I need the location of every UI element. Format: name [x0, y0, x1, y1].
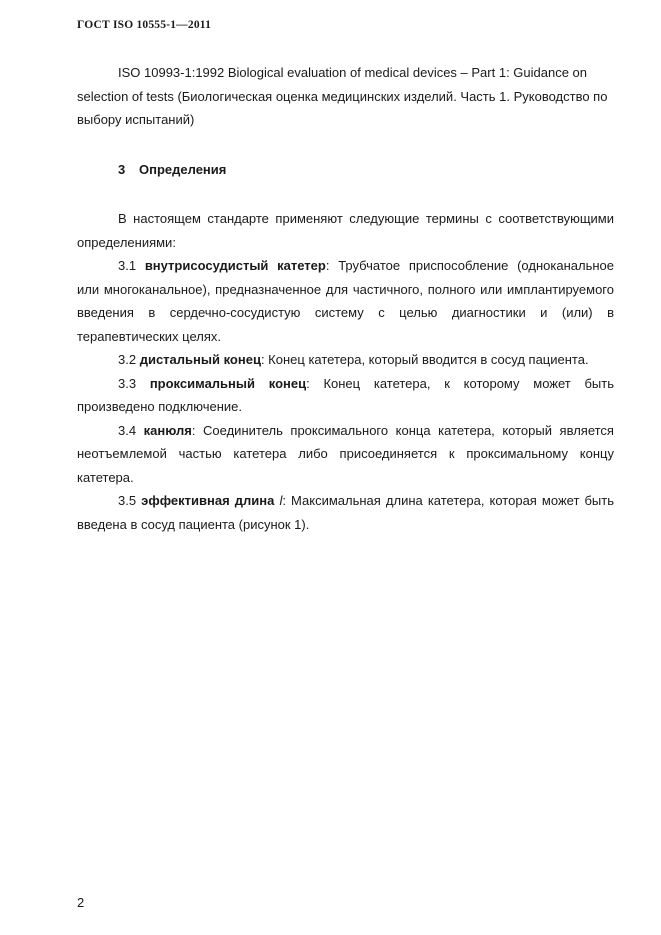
section-number: 3	[118, 161, 126, 177]
definition-text: Максимальная длина катетера, которая может быть введена в сосуд пациента (рисунок 1).	[77, 493, 614, 532]
page-body	[77, 61, 614, 536]
definition-term: эффективная длина	[141, 493, 275, 508]
section-title: Определения	[139, 161, 227, 177]
definition-text: Трубчатое приспособление (одноканальное или многоканальное), предназначенное для частичного, полного или имплантируемого введения в сердечно-сосудистую систему с целью диагностики и (или) в терапевтических целях.	[77, 258, 614, 344]
definition-item: 3.5 эффективная длина l: Максимальная длина катетера, которая может быть введена в сосуд пациента (рисунок 1).	[77, 493, 614, 532]
page-number: 2	[77, 895, 85, 910]
definition-item: 3.3 проксимальный конец: Конец катетера, к которому может быть произведено подключение.	[77, 375, 614, 414]
definition-term: внутрисосудистый катетер	[144, 258, 326, 273]
definition-symbol: l	[279, 493, 283, 508]
definition-number: 3.2	[118, 352, 137, 367]
section-intro: В настоящем стандарте применяют следующие термины с соответствующими определениями:	[77, 211, 614, 250]
definition-term: канюля	[143, 422, 192, 438]
definition-item: 3.4 канюля: Соединитель проксимального конца катетера, который является неотъемлемой частью катетера либо присоединяется к проксимальному концу катетера.	[77, 422, 614, 485]
definition-text: Конец катетера, к которому может быть произведено подключение.	[77, 375, 614, 414]
definition-number: 3.1	[118, 258, 137, 273]
definition-number: 3.5	[118, 493, 137, 508]
definition-term: проксимальный конец	[149, 375, 307, 391]
definition-number: 3.4	[118, 422, 137, 438]
definition-item: 3.1 внутрисосудистый катетер: Трубчатое приспособление (одноканальное или многоканальное), предназначенное для частичного, полного или имплантируемого введения в сердечно-сосудистую систему с целью диагностики и (или) в терапевтических целях.	[77, 258, 614, 344]
document-header: ГОСТ ISO 10555-1—2011	[77, 19, 212, 31]
definition-item: 3.2 дистальный конец: Конец катетера, который вводится в сосуд пациента.	[118, 352, 589, 367]
section-heading	[77, 158, 614, 182]
definition-text: Соединитель проксимального конца катетера, который является неотъемлемой частью катетера либо присоединяется к проксимальному концу катетера.	[77, 422, 614, 485]
definition-text: Конец катетера, который вводится в сосуд пациента.	[268, 352, 589, 367]
normative-reference: ISO 10993-1:1992 Biological evaluation of medical devices – Part 1: Guidance on selection of tests (Биологическая оценка медицинских изделий. Часть 1. Руководство по выбору испытаний)	[77, 65, 608, 127]
definition-term: дистальный конец	[139, 352, 261, 367]
definition-number: 3.3	[118, 375, 137, 391]
